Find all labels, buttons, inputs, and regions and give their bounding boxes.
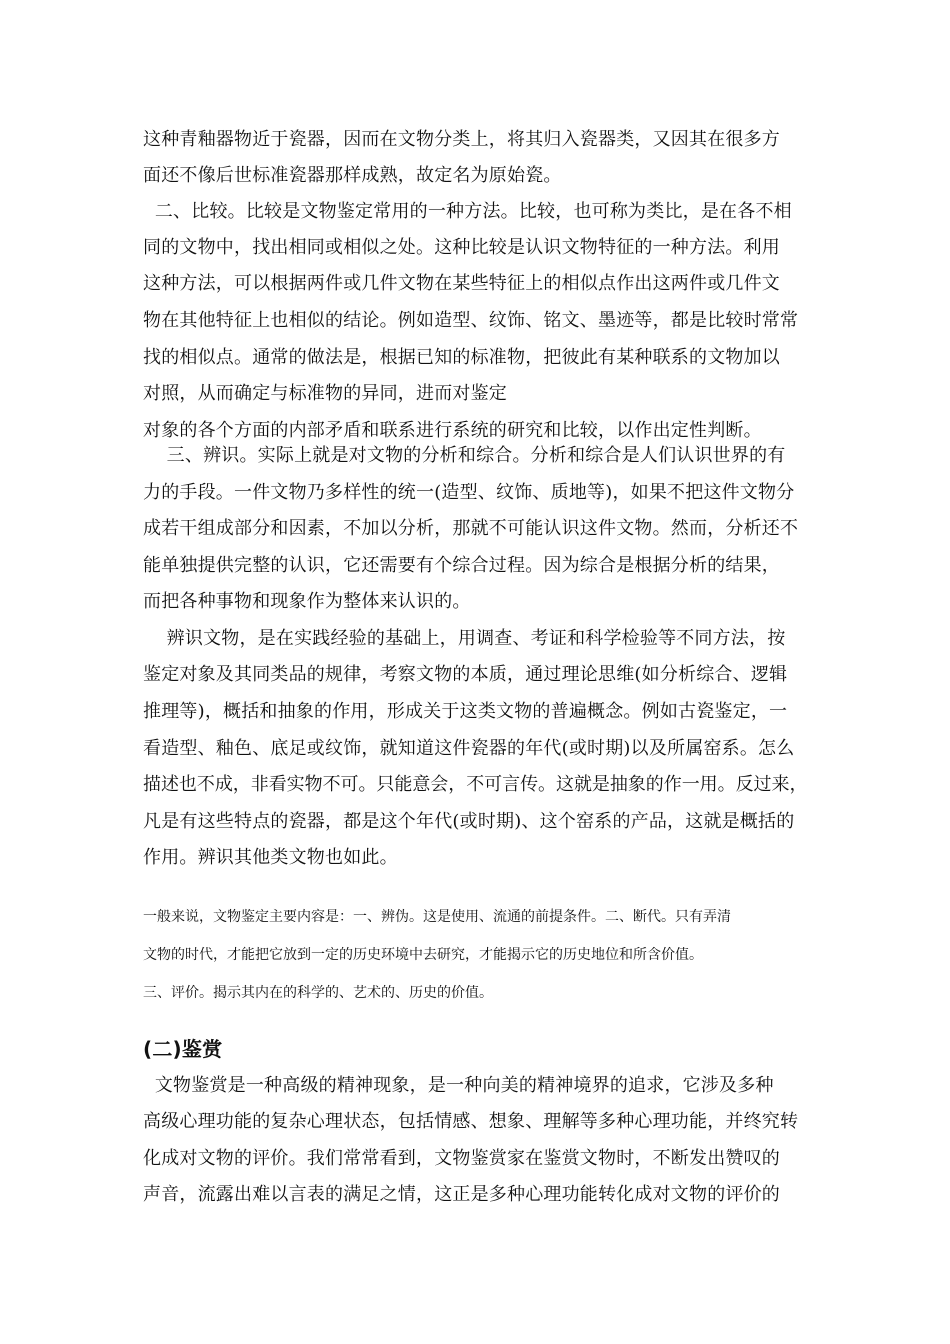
- text-line: 高级心理功能的复杂心理状态，包括情感、想象、理解等多种心理功能，并终究转: [143, 1111, 799, 1132]
- text-line: 凡是有这些特点的瓷器，都是这个年代(或时期)、这个窑系的产品，这就是概括的: [143, 811, 795, 832]
- text-line: 看造型、釉色、底足或纹饰，就知道这件瓷器的年代(或时期)以及所属窑系。怎么: [143, 738, 795, 759]
- text-line: 成若干组成部分和因素，不加以分析，那就不可能认识这件文物。然而，分析还不: [143, 518, 799, 539]
- text-line: 描述也不成，非看实物不可。只能意会，不可言传。这就是抽象的作一用。反过来，: [143, 774, 808, 795]
- text-line: 力的手段。一件文物乃多样性的统一(造型、纹饰、质地等)，如果不把这件文物分: [143, 482, 795, 503]
- text-line: 声音，流露出难以言表的满足之情，这正是多种心理功能转化成对文物的评价的: [143, 1184, 780, 1205]
- text-line: 化成对文物的评价。我们常常看到，文物鉴赏家在鉴赏文物时，不断发出赞叹的: [143, 1148, 780, 1169]
- text-line: 推理等)，概括和抽象的作用，形成关于这类文物的普遍概念。例如古瓷鉴定，一: [143, 701, 788, 722]
- text-line: 作用。辨识其他类文物也如此。: [143, 847, 398, 868]
- text-line: 对象的各个方面的内部矛盾和联系进行系统的研究和比较，以作出定性判断。: [143, 420, 762, 441]
- text-line: 文物的时代，才能把它放到一定的历史环境中去研究，才能揭示它的历史地位和所含价值。: [143, 947, 703, 963]
- text-line: 三、评价。揭示其内在的科学的、艺术的、历史的价值。: [143, 985, 493, 1001]
- text-line: 辨识文物，是在实践经验的基础上，用调查、考证和科学检验等不同方法，按: [143, 628, 786, 649]
- text-line: 对照，从而确定与标准物的异同，进而对鉴定: [143, 383, 507, 404]
- text-line: 面还不像后世标准瓷器那样成熟，故定名为原始瓷。: [143, 165, 562, 186]
- text-line: 这种青釉器物近于瓷器，因而在文物分类上，将其归入瓷器类，又因其在很多方: [143, 129, 780, 150]
- text-line: 同的文物中，找出相同或相似之处。这种比较是认识文物特征的一种方法。利用: [143, 237, 780, 258]
- text-line: 物在其他特征上也相似的结论。例如造型、纹饰、铭文、墨迹等，都是比较时常常: [143, 310, 799, 331]
- text-line: 而把各种事物和现象作为整体来认识的。: [143, 591, 471, 612]
- text-line: 文物鉴赏是一种高级的精神现象，是一种向美的精神境界的追求，它涉及多种: [143, 1075, 774, 1096]
- text-line: 二、比较。比较是文物鉴定常用的一种方法。比较，也可称为类比，是在各不相: [143, 201, 792, 222]
- text-line: 一般来说，文物鉴定主要内容是：一、辨伪。这是使用、流通的前提条件。二、断代。只有弄清: [143, 909, 731, 925]
- text-line: 鉴定对象及其同类品的规律，考察文物的本质，通过理论思维(如分析综合、逻辑: [143, 664, 788, 685]
- text-line: 三、辨识。实际上就是对文物的分析和综合。分析和综合是人们认识世界的有: [143, 445, 786, 466]
- text-line: 找的相似点。通常的做法是，根据已知的标准物，把彼此有某种联系的文物加以: [143, 347, 780, 368]
- section-heading: (二)鉴赏: [143, 1037, 223, 1061]
- text-line: 能单独提供完整的认识，它还需要有个综合过程。因为综合是根据分析的结果，: [143, 555, 780, 576]
- text-line: 这种方法，可以根据两件或几件文物在某些特征上的相似点作出这两件或几件文: [143, 273, 780, 294]
